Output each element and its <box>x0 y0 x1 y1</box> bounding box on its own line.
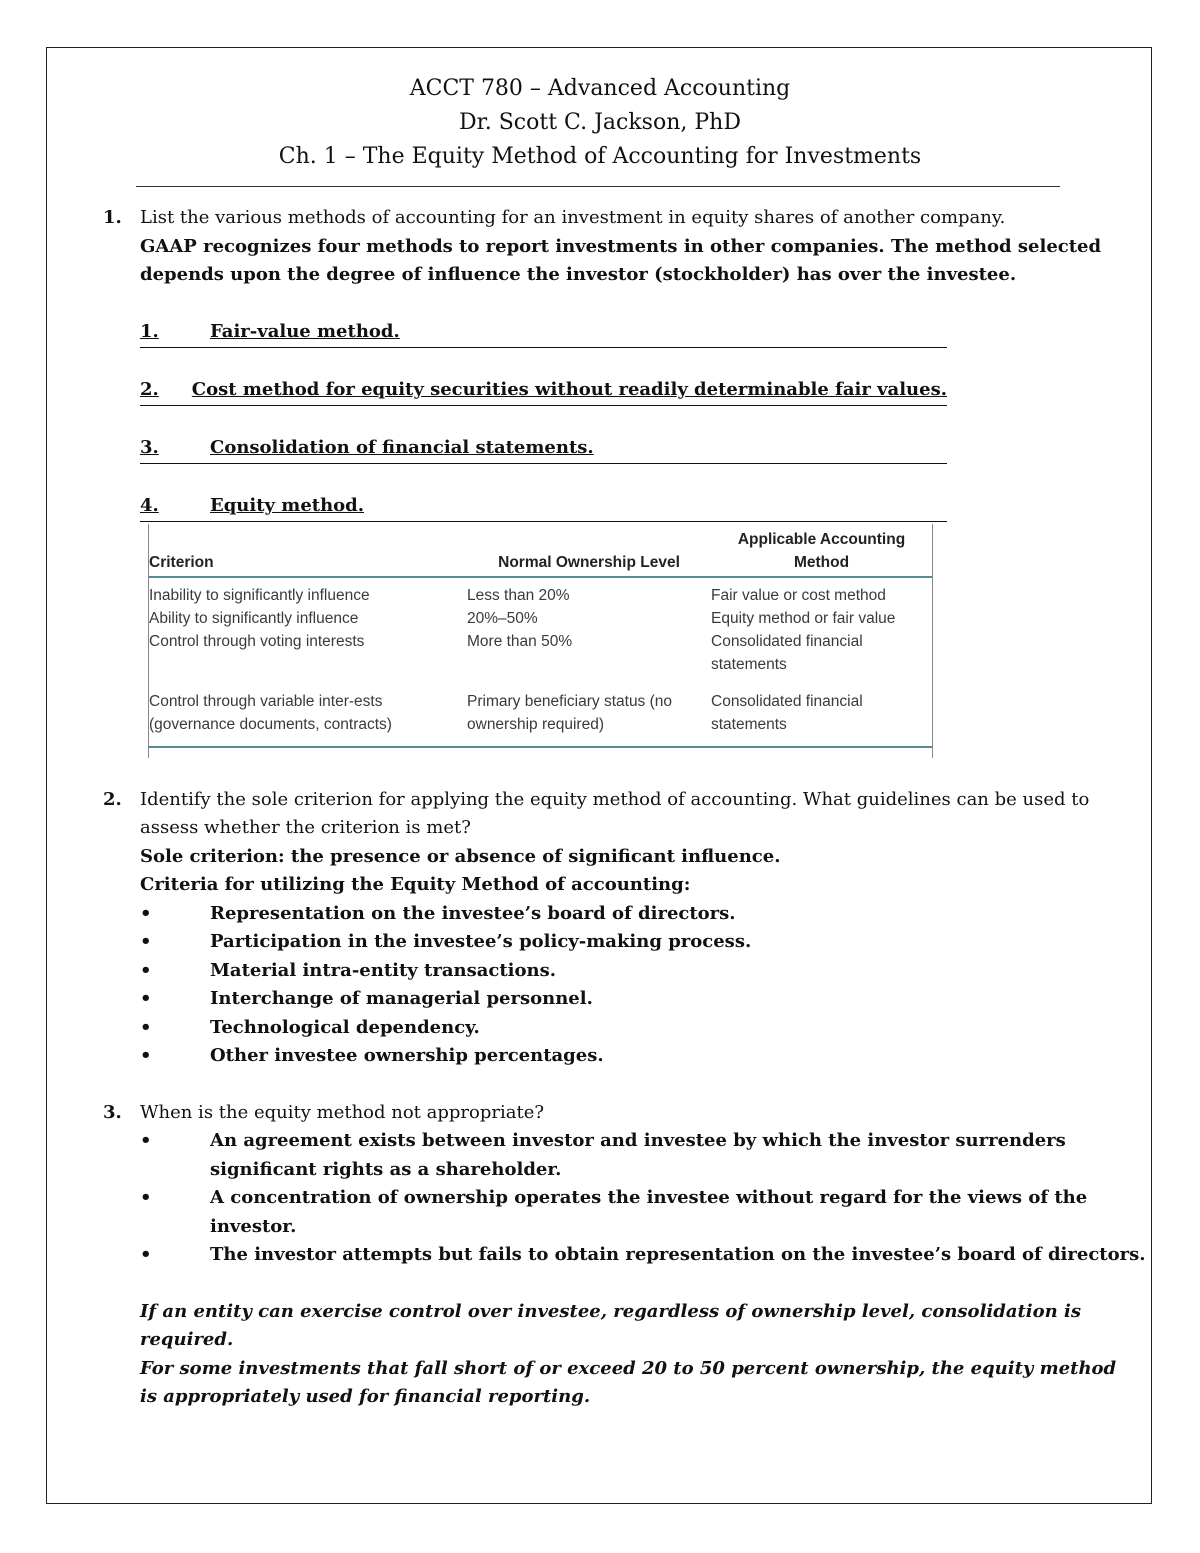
list-item <box>140 1014 1130 1043</box>
method-text: Cost method for equity securities without readily determinable fair values. <box>191 379 947 400</box>
table-header-cell: Criterion <box>149 524 467 577</box>
question-number: 2. <box>103 788 122 810</box>
answer-text: Criteria for utilizing the Equity Method of accounting: <box>140 874 691 895</box>
question-number: 1. <box>103 207 122 228</box>
method-item <box>140 434 947 464</box>
answer-text: GAAP recognizes four methods to report investments in other companies. The method selected depends upon the degree of influence the investor (stockholder) has over the investee. <box>140 235 1102 285</box>
method-text: Equity method. <box>210 495 365 516</box>
table-cell: Control through variable inter-ests (governance documents, contracts) <box>149 692 392 733</box>
course-title: ACCT 780 – Advanced Accounting <box>409 76 791 101</box>
bullet-icon: • <box>140 959 152 981</box>
table-cell: Fair value or cost method <box>711 586 886 604</box>
bullet-icon: • <box>140 902 152 924</box>
list-item <box>140 985 1130 1014</box>
table-cell: Consolidated financial statements <box>711 692 863 733</box>
list-item <box>140 957 1130 986</box>
list-item <box>140 1127 1130 1184</box>
table-cell: Ability to significantly influence <box>149 609 359 627</box>
table-row <box>149 577 932 607</box>
method-number: 1. <box>140 321 159 342</box>
bullet-icon: • <box>140 931 152 952</box>
header-divider <box>136 186 1060 187</box>
table-header-cell: Applicable Accounting Method <box>711 524 932 577</box>
document-body <box>100 204 1146 1412</box>
method-number: 3. <box>140 437 159 458</box>
bullet-icon: • <box>140 1016 152 1038</box>
method-item <box>140 376 947 406</box>
list-item-text: A concentration of ownership operates the investee without regard for the views of the investor. <box>210 1187 1088 1237</box>
table-bottom-rule <box>149 746 932 758</box>
method-text: Consolidation of financial statements. <box>210 437 594 458</box>
table-cell: Equity method or fair value <box>711 609 896 627</box>
note-text: If an entity can exercise control over investee, regardless of ownership level, consolidation is required. <box>140 1300 1081 1350</box>
bullet-icon: • <box>140 1130 152 1151</box>
method-item <box>140 492 947 522</box>
list-item <box>140 1241 1146 1270</box>
table-row <box>149 676 932 736</box>
chapter-title: Ch. 1 – The Equity Method of Accounting for Investments <box>278 144 922 169</box>
list-item-text: The investor attempts but fails to obtain representation on the investee’s board of directors. <box>210 1244 1146 1265</box>
bullet-icon: • <box>140 1187 152 1208</box>
question-text: When is the equity method not appropriate? <box>140 1101 545 1123</box>
question-1 <box>100 204 1130 758</box>
method-item <box>140 318 947 348</box>
list-item-text: Technological dependency. <box>210 1016 480 1038</box>
table-header-row <box>149 524 932 577</box>
table-row <box>149 630 932 676</box>
table-cell: Primary beneficiary status (no ownership required) <box>467 692 673 733</box>
document-header <box>0 72 1200 174</box>
ownership-table <box>148 524 933 758</box>
list-item-text: Participation in the investee’s policy-making process. <box>210 931 752 952</box>
list-item <box>140 928 1130 957</box>
list-item-text: An agreement exists between investor and investee by which the investor surrenders significant rights as a shareholder. <box>210 1130 1066 1180</box>
table-cell: Inability to significantly influence <box>149 586 370 604</box>
instructor-name: Dr. Scott C. Jackson, PhD <box>459 110 741 135</box>
table-cell: More than 50% <box>467 632 573 650</box>
table-cell: Less than 20% <box>467 586 570 604</box>
method-number: 4. <box>140 495 159 516</box>
list-item-text: Representation on the investee’s board of directors. <box>210 902 736 924</box>
question-2 <box>100 786 1130 1071</box>
list-item <box>140 1042 1130 1071</box>
table-cell: Consolidated financial statements <box>711 632 863 673</box>
question-text: Identify the sole criterion for applying the equity method of accounting. What guidelines can be used to assess whether the criterion is met? <box>140 788 1090 838</box>
list-item-text: Other investee ownership percentages. <box>210 1045 604 1066</box>
table-header-cell: Normal Ownership Level <box>467 524 711 577</box>
bullet-icon: • <box>140 1244 152 1265</box>
table-cell: Control through voting interests <box>149 632 365 650</box>
list-item <box>140 900 1130 929</box>
bullet-icon: • <box>140 988 152 1009</box>
question-text: List the various methods of accounting for an investment in equity shares of another company. <box>140 207 1006 228</box>
list-item-text: Material intra-entity transactions. <box>210 959 556 981</box>
method-number: 2. <box>140 379 159 400</box>
list-item-text: Interchange of managerial personnel. <box>210 988 593 1009</box>
table-row <box>149 607 932 630</box>
question-number: 3. <box>103 1101 122 1123</box>
answer-text: Sole criterion: the presence or absence of significant influence. <box>140 845 781 867</box>
method-text: Fair-value method. <box>210 321 400 342</box>
bullet-icon: • <box>140 1045 152 1066</box>
table-cell: 20%–50% <box>467 609 538 627</box>
question-3 <box>100 1099 1146 1412</box>
note-text: For some investments that fall short of or exceed 20 to 50 percent ownership, the equity method is appropriately used for financial reporting. <box>140 1357 1117 1407</box>
list-item <box>140 1184 1130 1241</box>
